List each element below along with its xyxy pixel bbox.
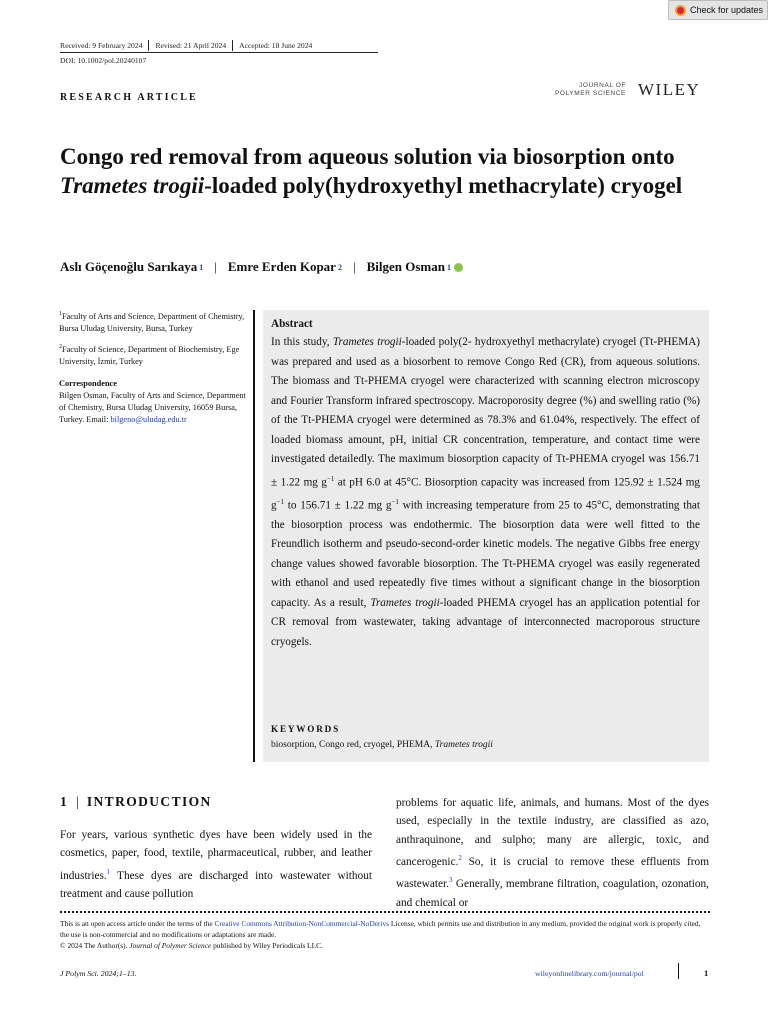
publisher-logo: WILEY: [638, 80, 701, 99]
citation: [60, 969, 136, 978]
keywords-text: biosorption, Congo red, cryogel, PHEMA,: [271, 740, 435, 750]
author-affiliation-mark[interactable]: 1: [199, 262, 204, 272]
license-note: [60, 918, 710, 951]
doi: DOI: 10.1002/pol.20240107: [60, 56, 147, 65]
crossmark-icon: [675, 5, 686, 16]
author-name[interactable]: Emre Erden Kopar: [227, 259, 336, 274]
author-separator: |: [214, 259, 217, 274]
article-type: RESEARCH ARTICLE: [60, 92, 198, 103]
abstract-segment: -loaded poly(2- hydroxyethyl methacrylate) cryogel (Tt-PHEMA) was prepared and used as a biosorbent to remove Congo Red (CR), from aqueous solutions. The biomass and Tt-PHEMA cryogel were characterized with scanning electron microscopy and Fourier Transform infrared spectroscopy. Macroporosity degree (%) and swelling ratio (%) of the Tt-PHEMA cryogel were determined as 78.3% and 61.04%, respectively. The effect of loaded biomass amount, pH, initial CR concentration, temperature, and contact time were investigated detailedly. The maximum biosorption capacity of Tt-PHEMA cryogel was 156.71 ± 1.22 mg g: [271, 336, 700, 489]
abstract-superscript: −1: [391, 497, 399, 506]
correspondence-address: Bilgen Osman, Faculty of Arts and Science, Department of Chemistry, Bursa Uludag University, 16059 Bursa, Turkey.: [59, 390, 246, 424]
email-label: Email:: [86, 414, 111, 424]
license-link[interactable]: Creative Commons Attribution-NonCommercial-NoDerivs: [214, 919, 390, 928]
abstract-rule: [253, 310, 255, 762]
copyright-journal: Journal of Polymer Science: [129, 941, 212, 950]
body-text: Generally, membrane filtration, coagulation, ozonation, and chemical or: [396, 878, 709, 909]
orcid-icon[interactable]: [454, 263, 463, 272]
journal-logo-line1: JOURNAL OF: [579, 82, 626, 89]
citation-text: J Polym Sci. 2024;1–13.: [60, 969, 137, 978]
author-name[interactable]: Bilgen Osman: [366, 259, 445, 274]
header-rule: [60, 52, 378, 53]
abstract-segment: with increasing temperature from 25 to 45°C, demonstrating that the biosorption process was endothermic. The biosorption data were well fitted to the Freundlich isotherm and pseudo-second-order kinetic models. The negative Gibbs free energy change values showed favorable biosorption. The Tt-PHEMA cryogel was easily regenerated with ethanol and used repeatedly five times without a significant change in the biosorption capacity. As a result,: [271, 499, 701, 609]
affiliation-number: 1: [59, 311, 62, 317]
article-dates: [60, 40, 312, 51]
body-text: These dyes are discharged into wastewater without treatment and cause pollution: [60, 869, 372, 900]
page-number: 1: [704, 968, 709, 978]
affiliation-text: Faculty of Arts and Science, Department of Chemistry, Bursa Uludag University, Bursa, Turkey: [59, 311, 245, 333]
accepted-date: Accepted: 18 June 2024: [239, 41, 313, 50]
abstract-segment: In this study,: [271, 336, 333, 348]
abstract-heading: Abstract: [271, 318, 313, 330]
keywords-heading: KEYWORDS: [271, 724, 341, 734]
divider: [148, 40, 149, 51]
body-text: So, it is crucial to remove these effluents from wastewater.: [396, 855, 709, 891]
copyright-segment: © 2024 The Author(s).: [60, 941, 130, 950]
divider: [232, 40, 233, 51]
footer-divider: [678, 963, 679, 979]
reference-link[interactable]: 3: [449, 876, 453, 885]
author-list: [60, 259, 463, 275]
section-title: INTRODUCTION: [86, 794, 212, 809]
section-separator: |: [76, 794, 79, 809]
author-name[interactable]: Aslı Göçenoğlu Sarıkaya: [60, 259, 198, 274]
author-affiliation-mark[interactable]: 2: [337, 262, 342, 272]
abstract-italic: Trametes trogii: [332, 336, 402, 348]
license-segment: This is an open access article under the terms of the: [60, 919, 215, 928]
abstract-segment: to 156.71 ± 1.22 mg g: [284, 499, 392, 512]
affiliation-number: 2: [59, 343, 62, 350]
correspondence-heading: Correspondence: [59, 378, 117, 388]
abstract-italic: Trametes trogii: [370, 596, 440, 609]
affiliation-text: Faculty of Science, Department of Biochemistry, Ege University, İzmir, Turkey: [59, 344, 240, 366]
abstract-segment: -loaded PHEMA cryogel has an application potential for CR removal from wastewater, taking advantage of interconnected macroporous structure cryogels.: [271, 596, 700, 648]
license-text: [60, 918, 710, 940]
received-date: Received: 9 February 2024: [60, 41, 143, 50]
abstract-text: [271, 333, 700, 652]
copyright-text: [60, 940, 710, 951]
body-text: problems for aquatic life, animals, and humans. Most of the dyes used, especially in the textile industry, are classified as azo, anthraquinone, and sulpho; many are allergic, toxic, and cancerogenic.: [396, 797, 709, 868]
copyright-segment: published by Wiley Periodicals LLC.: [211, 941, 323, 950]
email-link[interactable]: bilgeno@uludag.edu.tr: [110, 414, 187, 424]
title-text-end: -loaded poly(hydroxyethyl methacrylate) cryogel: [204, 173, 683, 198]
affiliation-2: [59, 341, 251, 368]
footnote-divider: [60, 911, 710, 913]
title-text: Congo red removal from aqueous solution via biosorption onto: [60, 144, 675, 169]
title-italic: Trametes trogii: [60, 173, 205, 198]
correspondence-text: [59, 390, 251, 426]
abstract-superscript: −1: [276, 497, 285, 506]
abstract-superscript: −1: [326, 474, 335, 483]
revised-date: Revised: 21 April 2024: [155, 41, 227, 50]
reference-link[interactable]: 1: [106, 867, 111, 876]
intro-right-column: [396, 794, 709, 912]
article-title: [60, 142, 710, 200]
affiliation-1: [59, 308, 251, 335]
journal-url[interactable]: wileyonlinelibrary.com/journal/pol: [535, 969, 644, 978]
journal-logo: [548, 82, 626, 97]
license-segment: License, which permits use and distribution in any medium, provided the original work is properly cited, the use is non-commercial and no modifications or adaptations are made.: [60, 919, 701, 939]
section-number: 1: [60, 794, 69, 809]
intro-left-column: [60, 826, 372, 903]
keywords: [271, 740, 493, 750]
reference-link[interactable]: 2: [458, 854, 462, 863]
keywords-italic: Trametes trogii: [434, 740, 493, 750]
section-heading: [60, 794, 212, 810]
journal-logo-line2: POLYMER SCIENCE: [554, 89, 626, 97]
abstract-segment: at pH 6.0 at 45°C. Biosorption capacity was increased from 125.92 ± 1.524 mg g: [271, 476, 700, 512]
affiliations: [59, 308, 251, 432]
check-for-updates-button[interactable]: [668, 0, 768, 20]
author-separator: |: [352, 259, 356, 274]
check-for-updates-label: Check for updates: [690, 5, 764, 15]
body-text: For years, various synthetic dyes have been widely used in the cosmetics, paper, food, textile, pharmaceutical, rubber, and leather industries.: [60, 829, 372, 882]
author-affiliation-mark[interactable]: 1: [446, 262, 451, 272]
